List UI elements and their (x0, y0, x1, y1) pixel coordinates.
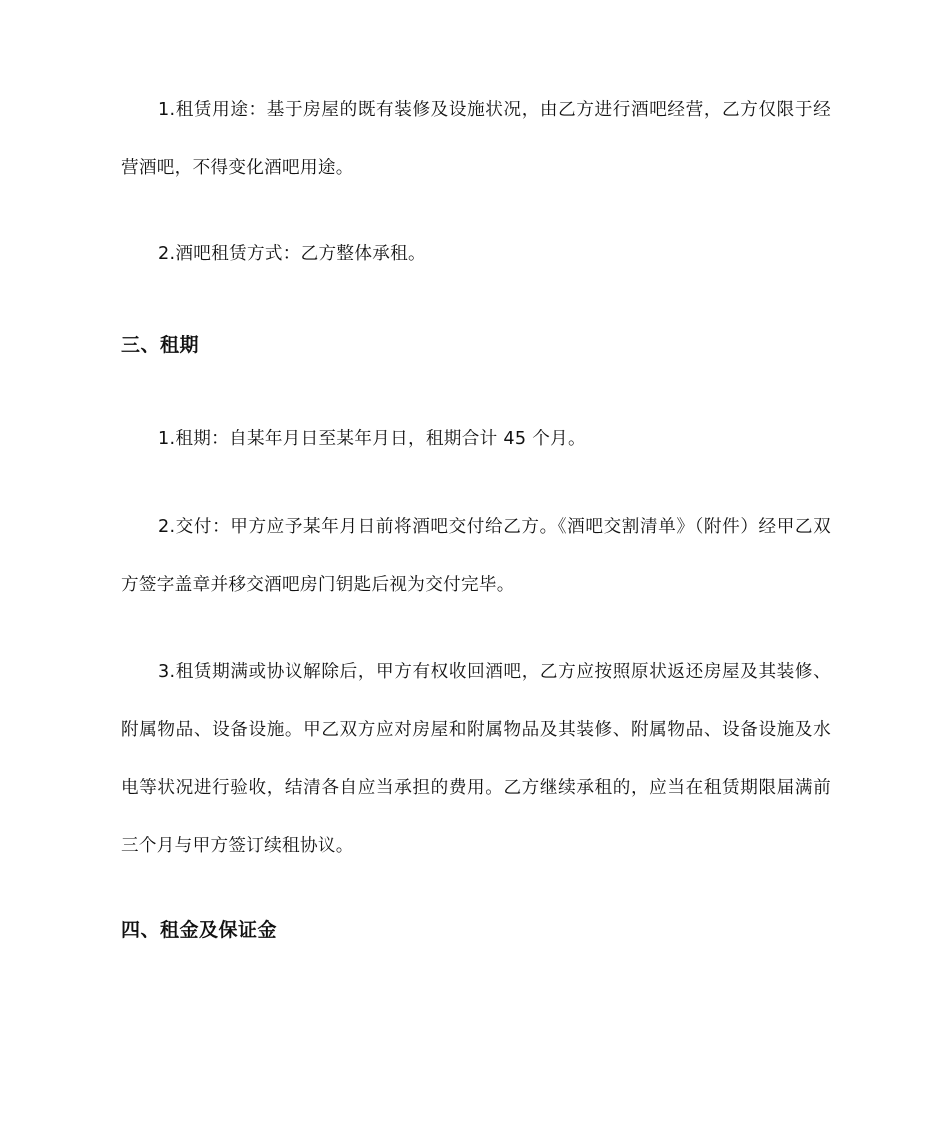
section-heading-lease-term: 三、租期 (121, 334, 200, 356)
paragraph-delivery: 2.交付：甲方应予某年月日前将酒吧交付给乙方。《酒吧交割清单》（附件）经甲乙双方签字盖章并移交酒吧房门钥匙后视为交付完毕。 (121, 517, 831, 595)
paragraph-lease-expiry: 3.租赁期满或协议解除后，甲方有权收回酒吧，乙方应按照原状返还房屋及其装修、附属物品、设备设施。甲乙双方应对房屋和附属物品及其装修、附属物品、设备设施及水电等状况进行验收，结清各自应当承担的费用。乙方继续承租的，应当在租赁期限届满前三个月与甲方签订续租协议。 (121, 662, 831, 856)
paragraph-lease-method: 2.酒吧租赁方式：乙方整体承租。 (158, 244, 426, 264)
paragraph-lease-purpose: 1.租赁用途：基于房屋的既有装修及设施状况，由乙方进行酒吧经营，乙方仅限于经营酒吧，不得变化酒吧用途。 (121, 100, 831, 178)
section-heading-rent-deposit: 四、租金及保证金 (121, 919, 278, 941)
paragraph-lease-period: 1.租期：自某年月日至某年月日，租期合计 45 个月。 (158, 429, 586, 449)
